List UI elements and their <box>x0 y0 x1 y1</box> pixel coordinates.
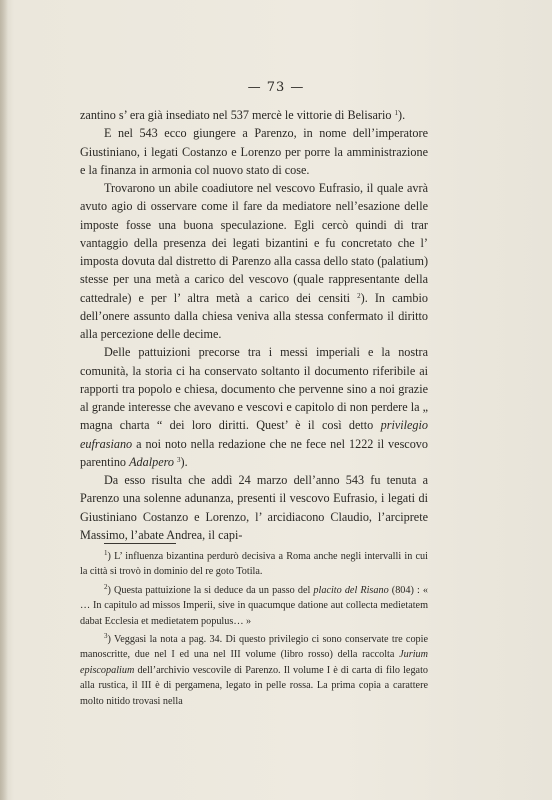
page-binding-shadow <box>0 0 8 800</box>
text-run: ) L’ influenza bizantina perdurò decisiva a Roma anche negli intervalli in cui la città si trovò in dominio del re goto Totila. <box>80 551 428 578</box>
text-run: ) Questa pattuizione la si deduce da un passo del <box>107 584 314 596</box>
text-run: zantino s’ era già insediato nel 537 mercè le vittorie di Belisario <box>80 108 395 122</box>
footnote-separator <box>104 543 176 544</box>
footnote <box>80 632 428 709</box>
footnotes <box>80 549 428 712</box>
footnote <box>80 583 428 629</box>
footnote-marker: 3 <box>104 632 108 641</box>
text-run: Delle pattuizioni precorse tra i messi imperiali e la nostra comunità, la storia ci ha conservato soltanto il documento riferibile ai rapporti tra popolo e chiesa, documento che pervenne sino a noi grazie al grande interesse che avevano e vescovi e capitolo di non perdere la „ magna charta “ dei loro diritti. Quest’ è il così detto <box>80 345 428 433</box>
main-text <box>80 106 428 544</box>
footnote-marker: 2 <box>104 582 108 591</box>
paragraph <box>80 471 428 544</box>
text-run: ). <box>180 454 188 469</box>
footnote-marker: 2 <box>357 291 361 300</box>
text-run: ). <box>398 108 406 122</box>
text-run: a noi noto nella redazione che ne fece nel 1222 il vescovo parentino <box>80 436 428 469</box>
paragraph <box>80 179 428 343</box>
footnote-marker: 3 <box>177 455 181 464</box>
italic-title: Jurium episcopalium <box>80 649 428 676</box>
footnote-marker: 1 <box>394 109 399 117</box>
text-run: dell’archivio vescovile di Parenzo. Il volume I è di carta di filo legato alla rustica, il III è di pergamena, legato in pelle rossa. La prima copia a carattere molto nitido trovasi nella <box>80 664 428 707</box>
italic-title: placito del Risano <box>313 584 389 596</box>
text-run: ) Veggasi la nota a pag. 34. Di questo privilegio ci sono conservate tre copie manoscritte, due nel I ed una nel III volume (libro rosso) della raccolta <box>80 634 428 661</box>
text-run: Da esso risulta che addì 24 marzo dell’anno 543 fu tenuta a Parenzo una solenne adunanza, presenti il vescovo Eufrasio, i legati di Giustiniano Costanzo e Lorenzo, l’ arcidiacono Claudio, l’arciprete Massimo, l’abate Andrea, il capi- <box>80 473 428 542</box>
paragraph <box>80 343 428 471</box>
text-run: Trovarono un abile coadiutore nel vescovo Eufrasio, il quale avrà avuto agio di osservare come il fare da mediatore nell’esazione delle imposte fosse una buona speculazione. Egli cercò quindi di trar vantaggio della presenza dei legati bizantini e fu concretato che l’ imposta dovuta dal distretto di Parenzo alla cassa dello stato (palatium) stesse per una metà a carico del vescovo (quale rappresentante della cattedrale) e per l’ altra metà a carico dei censiti <box>80 181 428 305</box>
paragraph <box>80 124 428 179</box>
text-run: ). In cambio dell’onere assunto dalla chiesa veniva alla stessa confermato il diritto alla percezione delle decime. <box>80 290 428 341</box>
footnote-marker: 1 <box>104 549 108 557</box>
italic-title: Adalpero <box>129 454 174 469</box>
text-run: E nel 543 ecco giungere a Parenzo, in nome dell’imperatore Giustiniano, i legati Costanzo e Lorenzo per porre la amministrazione e la finanza in armonia col nuovo stato di cose. <box>80 126 428 177</box>
text-run: (804) : « … In capitulo ad missos Imperii, sive in quacumque datione aut collecta medietatem dabat Ecclesia et medietatem populus… » <box>80 584 429 627</box>
italic-title: privilegio eufrasiano <box>80 418 428 451</box>
paragraph <box>80 106 428 124</box>
footnote <box>80 549 428 580</box>
page-number: — 73 — <box>247 80 305 95</box>
